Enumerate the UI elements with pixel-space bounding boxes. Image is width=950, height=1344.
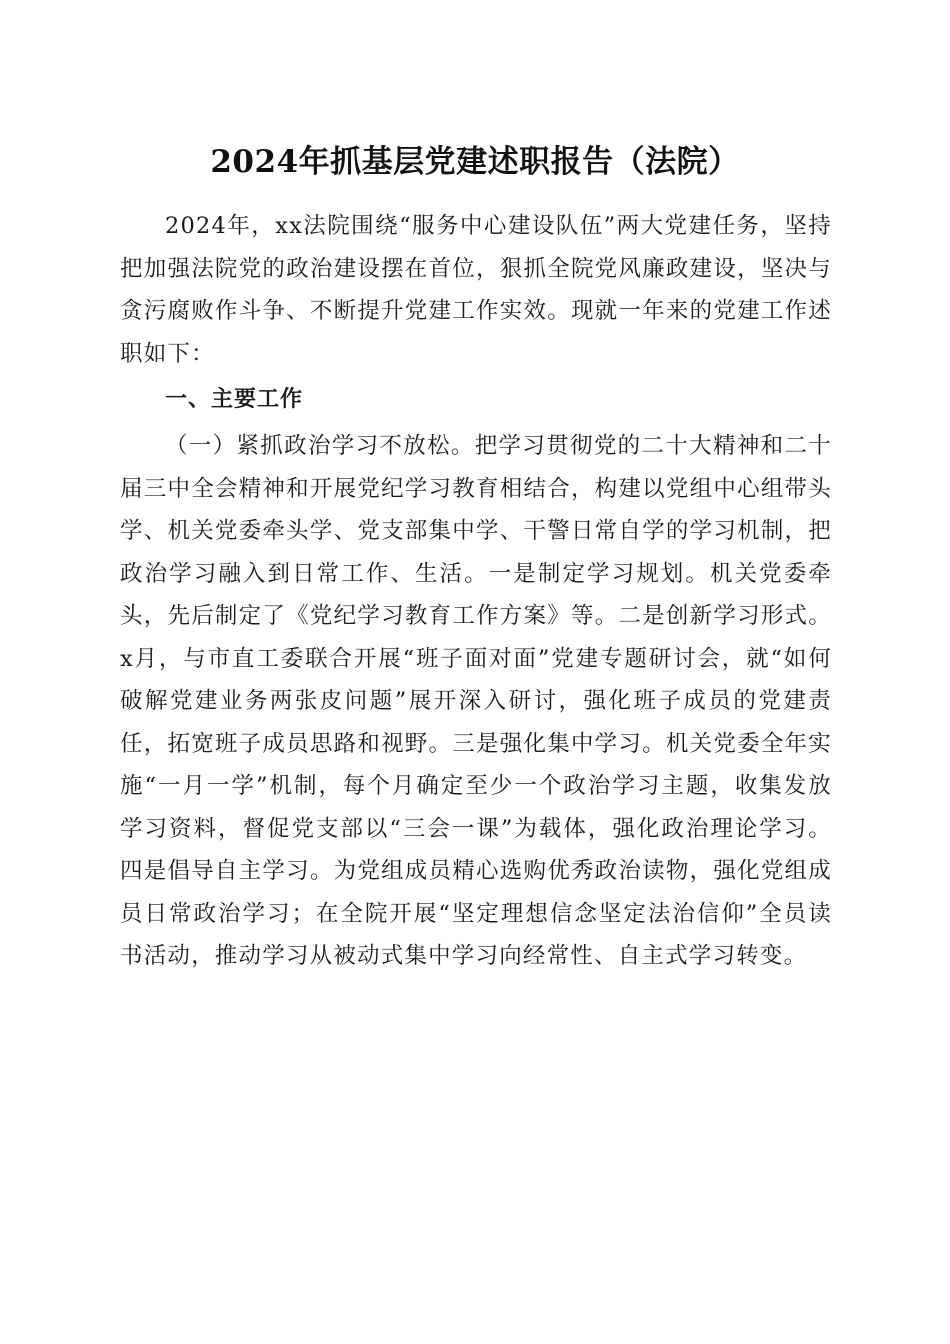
section-heading: 一、主要工作: [165, 387, 304, 412]
intro-paragraph: 2024年，xx法院围绕“服务中心建设队伍”两大党建任务，坚持把加强法院党的政治建设摆在首位，狠抓全院党风廉政建设，坚决与贪污腐败作斗争、不断提升党建工作实效。现就一年来的党建工作述职如下：: [120, 213, 832, 367]
document-body: [120, 205, 832, 978]
subsection-paragraph: （一）紧抓政治学习不放松。把学习贯彻党的二十大精神和二十届三中全会精神和开展党纪学习教育相结合，构建以党组中心组带头学、机关党委牵头学、党支部集中学、干警日常自学的学习机制，把政治学习融入到日常工作、生活。一是制定学习规划。机关党委牵头，先后制定了《党纪学习教育工作方案》等。二是创新学习形式。x月，与市直工委联合开展“班子面对面”党建专题研讨会，就“如何破解党建业务两张皮问题”展开深入研讨，强化班子成员的党建责任，拓宽班子成员思路和视野。三是强化集中学习。机关党委全年实施“一月一学”机制，每个月确定至少一个政治学习主题，收集发放学习资料，督促党支部以“三会一课”为载体，强化政治理论学习。四是倡导自主学习。为党组成员精心选购优秀政治读物，强化党组成员日常政治学习；在全院开展“坚定理想信念坚定法治信仰”全员读书活动，推动学习从被动式集中学习向经常性、自主式学习转变。: [120, 433, 832, 969]
document-title: 2024年抓基层党建述职报告（法院）: [210, 144, 740, 180]
